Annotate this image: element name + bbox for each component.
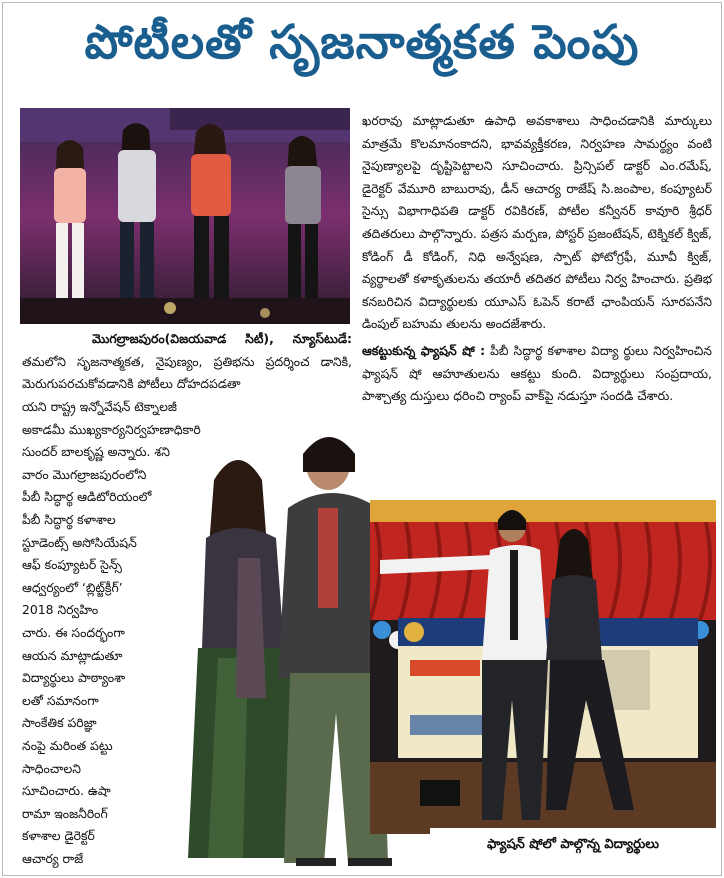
left-mid-line: పీబీ సిద్ధార్థ ఆడిటోరియంలో — [22, 489, 152, 505]
left-narrow-line: ఆఫ్ కంప్యూటర్ సైన్స్ — [22, 557, 122, 573]
left-column-narrow — [22, 509, 182, 871]
left-narrow-line: ఆయన మాట్లాడుతూ — [22, 647, 123, 663]
left-mid-line: వారం మొగల్రాజపురంలోని — [22, 466, 147, 482]
photo-models-group-image — [20, 108, 350, 324]
left-column-top — [22, 328, 352, 396]
left-mid-line: అకాడమీ ముఖ్యకార్యనిర్వహణాధికారి — [22, 421, 201, 437]
photo-caption — [430, 828, 716, 864]
left-narrow-line: స్టూడెంట్స్ అసోసియేషన్ — [22, 534, 137, 550]
left-narrow-line: లతో సమానంగా — [22, 692, 99, 708]
headline: పోటీలతో సృజనాత్మకత పెంపు — [84, 15, 640, 70]
left-mid-line: యని రాష్ట్ర ఇన్నోవేషన్ టెక్నాలజీ — [22, 399, 177, 414]
photo-models-group — [20, 108, 350, 324]
left-wide-text: తమలోని సృజనాత్మకత, నైపుణ్యం, ప్రతిభను ప్రదర్శించ డానికి, మెరుగుపరచుకోవడానికి పోటీలు దోహదపడతా — [22, 353, 352, 392]
photo-stage-dance — [370, 500, 716, 834]
left-narrow-line: 2018 నిర్వహిం — [22, 602, 99, 618]
left-mid-line: సుందర్ బాలకృష్ణ అన్నారు. శని — [22, 444, 170, 460]
left-narrow-line: సాధించాలని — [22, 760, 81, 776]
left-narrow-line: రామా ఇంజనీరింగ్ — [22, 805, 108, 821]
photo-caption-text: ఫ్యాషన్ షోలో పాల్గొన్న విద్యార్థులు — [486, 837, 660, 852]
left-narrow-line: చారు. ఈ సందర్భంగా — [22, 624, 125, 640]
fashion-body: పీబీ సిద్ధార్థ కళాశాల విద్యా ర్థులు నిర్వహించిన ఫ్యాషన్ షో ఆహూతులను ఆకట్టు కుంది. విద్యార్థులు సంప్రదాయ, పాశ్చాత్య దుస్తులు ధరించి ర్యాంప్ వాక్‌పై నడుస్తూ సందడి చేశారు. — [362, 342, 712, 404]
left-narrow-line: కళాశాల డైరెక్టర్ — [22, 828, 95, 844]
headline-band — [8, 6, 716, 90]
fashion-subhead: ఆకట్టుకున్న ఫ్యాషన్ షో : — [362, 342, 486, 358]
left-narrow-line: ఆచార్య రాజే — [22, 850, 84, 866]
right-column — [362, 110, 712, 408]
fashion-paragraph — [362, 340, 712, 408]
left-narrow-line: ఆధ్వర్యంలో ‘బ్లిట్జ్‌క్రీగ్’ — [22, 579, 123, 595]
dateline: మొగల్రాజపురం(విజయవాడ సిటీ), న్యూస్‌టుడే: — [92, 331, 352, 346]
left-narrow-line: విద్యార్థులు పాఠ్యాంశా — [22, 670, 126, 686]
right-column-body: ఖరరావు మాట్లాడుతూ ఉపాధి అవకాశాలు సాధించడానికి మార్కులు మాత్రమే కొలమానంకాదని, భావవ్యక్తీకరణ, నిర్వహణ సామర్థ్యం వంటి నైపుణ్యాలపై దృష్టిపెట్టాలని సూచించారు. ప్రిన్సిపల్ డాక్టర్ ఎం.రమేష్, డైరెక్టర్ వేమూరి బాబురావు, డీన్ ఆచార్య రాజేష్ సి.జంపాల, కంప్యూటర్ సైన్సు విభాగాధిపతి డాక్టర్ రవికిరణ్, పోటీల కన్వీనర్ కావూరి శ్రీధర్ తదితరులు పాల్గొన్నారు. పత్రస మర్పణ, పోస్టర్ ప్రజంటేషన్, టెక్నికల్ క్విజ్, కోడింగ్ డీ కోడింగ్, నిధి అన్వేషణ, స్పాట్ ఫోటోగ్రఫీ, మూవీ క్విజ్, వ్యర్థాలతో కళాకృతులను తయారీ తదితర పోటీలు నిర్వ హించారు. ప్రతిభ కనబరిచిన విద్యార్థులకు యూఎస్ ఓపెన్ కరాటే ఛాంపియన్ సూరపనేని డింపుల్ బహుమ తులను అందజేశారు. — [362, 113, 712, 332]
left-narrow-line: సూచించారు. ఉషా — [22, 783, 111, 799]
left-narrow-line: సాంకేతిక పరిజ్ఞా — [22, 715, 97, 731]
left-narrow-line: నంపై మరింత పట్టు — [22, 737, 113, 753]
photo-stage-dance-image — [370, 500, 716, 834]
left-narrow-line: పీబీ సిద్ధార్థ కళాశాల — [22, 512, 116, 527]
